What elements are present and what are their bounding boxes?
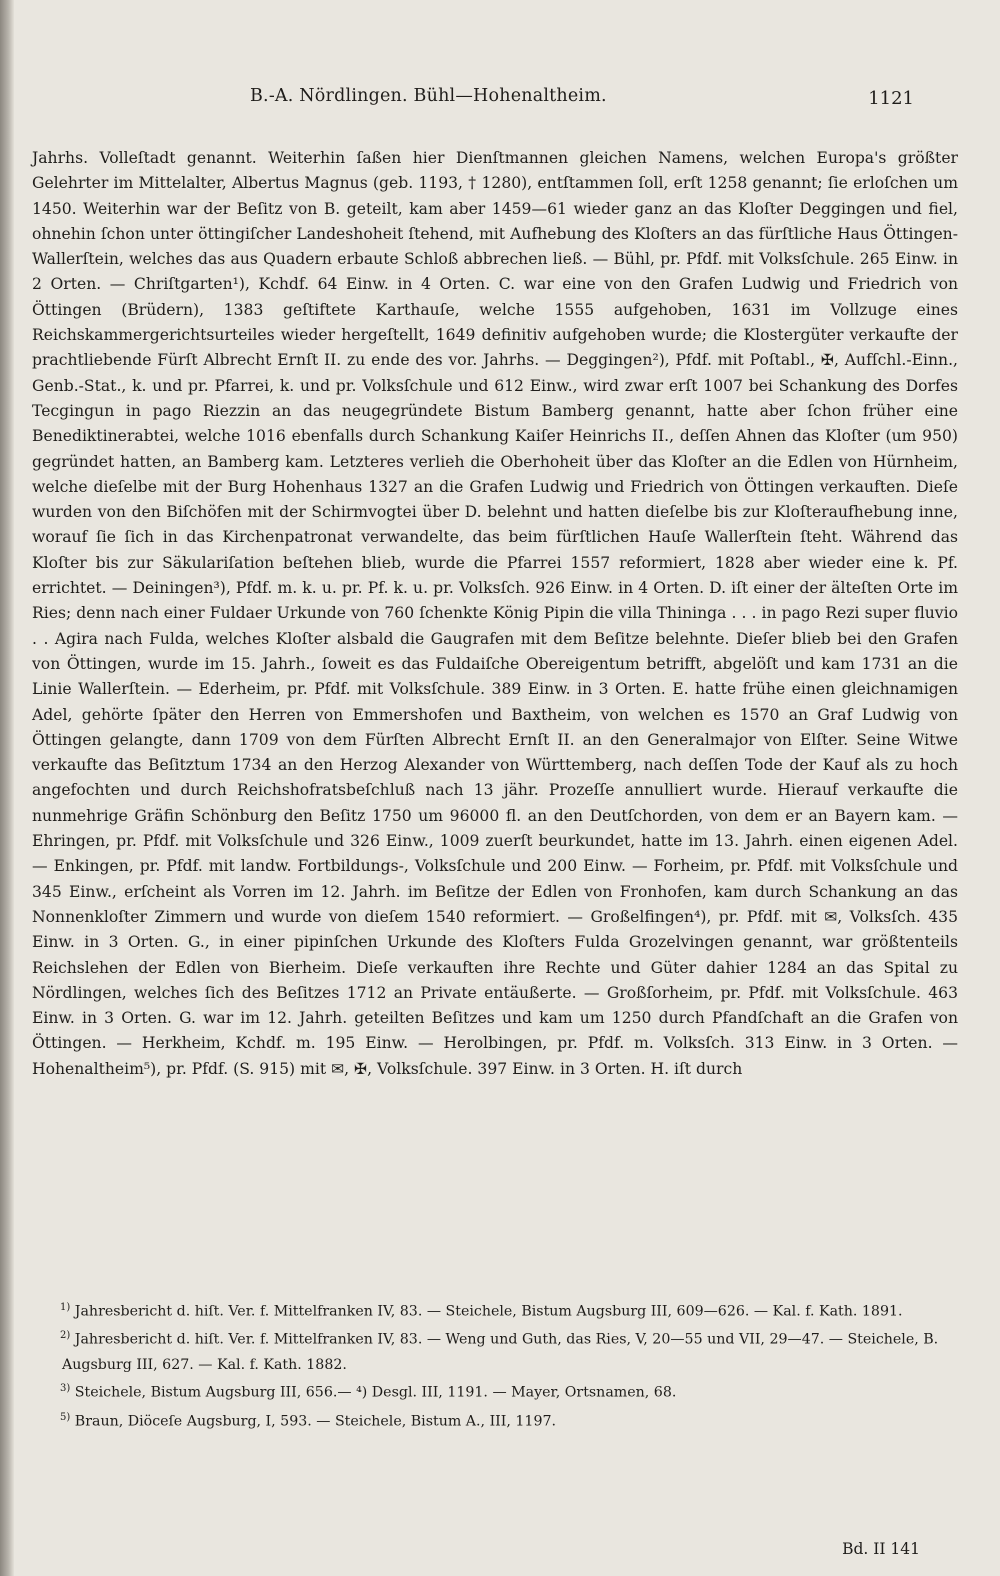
footnote-2 — [32, 1324, 958, 1377]
body-paragraph: Jahrhs. Volleſtadt genannt. Weiterhin ſaßen hier Dienſtmannen gleichen Namens, welchen Europa's größter Gelehrter im Mittelalter, Albertus Magnus (geb. 1193, † 1280), entſtammen ſoll, erſt 1258 genannt; ſie erloſchen um 1450. Weiterhin war der Beſitz von B. geteilt, kam aber 1459—61 wieder ganz an das Kloſter Deggingen und fiel, ohnehin ſchon unter öttingiſcher Landeshoheit ſtehend, mit Aufhebung des Kloſters an das fürſtliche Haus Öttingen-Wallerſtein, welches das aus Quadern erbaute Schloß abbrechen ließ. — Bühl, pr. Pfdf. mit Volksſchule. 265 Einw. in 2 Orten. — Chriſtgarten¹), Kchdf. 64 Einw. in 4 Orten. C. war eine von den Grafen Ludwig und Friedrich von Öttingen (Brüdern), 1383 geſtiftete Karthauſe, welche 1555 aufgehoben, 1631 im Vollzuge eines Reichskammergerichtsurteiles wieder hergeſtellt, 1649 definitiv aufgehoben wurde; die Klostergüter verkaufte der prachtliebende Fürſt Albrecht Ernſt II. zu ende des vor. Jahrhs. — Deggingen²), Pfdf. mit Poſtabl., ✠, Aufſchl.-Einn., Genb.-Stat., k. und pr. Pfarrei, k. und pr. Volksſchule und 612 Einw., wird zwar erſt 1007 bei Schankung des Dorfes Tecgingun in pago Riezzin an das neugegründete Bistum Bamberg genannt, hatte aber ſchon früher eine Benediktinerabtei, welche 1016 ebenfalls durch Schankung Kaiſer Heinrichs II., deſſen Ahnen das Kloſter (um 950) gegründet hatten, an Bamberg kam. Letzteres verlieh die Oberhoheit über das Kloſter an die Edlen von Hürnheim, welche dieſelbe mit der Burg Hohenhaus 1327 an die Grafen Ludwig und Friedrich von Öttingen verkauften. Dieſe wurden von den Biſchöfen mit der Schirmvogtei über D. belehnt und hatten dieſelbe bis zur Kloſteraufhebung inne, worauf ſie ſich in das Kirchenpatronat verwandelte, das beim fürſtlichen Hauſe Wallerſtein ſteht. Während das Kloſter bis zur Säkulariſation beſtehen blieb, wurde die Pfarrei 1557 reformiert, 1828 aber wieder eine k. Pf. errichtet. — Deiningen³), Pfdf. m. k. u. pr. Pf. k. u. pr. Volksſch. 926 Einw. in 4 Orten. D. iſt einer der älteſten Orte im Ries; denn nach einer Fuldaer Urkunde von 760 ſchenkte König Pipin die villa Thininga . . . in pago Rezi super fluvio . . Agira nach Fulda, welches Kloſter alsbald die Gaugrafen mit dem Beſitze belehnte. Dieſer blieb bei den Grafen von Öttingen, wurde im 15. Jahrh., ſoweit es das Fuldaiſche Obereigentum betrifft, abgelöſt und kam 1731 an die Linie Wallerſtein. — Ederheim, pr. Pfdf. mit Volksſchule. 389 Einw. in 3 Orten. E. hatte frühe einen gleichnamigen Adel, gehörte ſpäter den Herren von Emmershofen und Baxtheim, von welchen es 1570 an Graf Ludwig von Öttingen gelangte, dann 1709 von dem Fürſten Albrecht Ernſt II. an den Generalmajor von Elſter. Seine Witwe verkaufte das Beſitztum 1734 an den Herzog Alexander von Württemberg, nach deſſen Tode der Kauf als zu hoch angefochten und durch Reichshofratsbeſchluß nach 13 jähr. Prozeſſe annulliert wurde. Hierauf verkaufte die nunmehrige Gräfin Schönburg den Beſitz 1750 um 96000 fl. an den Deutſchorden, von dem er an Bayern kam. — Ehringen, pr. Pfdf. mit Volksſchule und 326 Einw., 1009 zuerſt beurkundet, hatte im 13. Jahrh. einen eigenen Adel. — Enkingen, pr. Pfdf. mit landw. Fortbildungs-, Volksſchule und 200 Einw. — Forheim, pr. Pfdf. mit Volksſchule und 345 Einw., erſcheint als Vorren im 12. Jahrh. im Beſitze der Edlen von Fronhofen, kam durch Schankung an das Nonnenkloſter Zimmern und wurde von dieſem 1540 reformiert. — Großelfingen⁴), pr. Pfdf. mit ✉, Volksſch. 435 Einw. in 3 Orten. G., in einer pipinſchen Urkunde des Kloſters Fulda Grozelvingen genannt, war größtenteils Reichslehen der Edlen von Bierheim. Dieſe verkauften ihre Rechte und Güter dahier 1284 an das Spital zu Nördlingen, welches ſich des Beſitzes 1712 an Private entäußerte. — Großſorheim, pr. Pfdf. mit Volksſchule. 463 Einw. in 3 Orten. G. war im 12. Jahrh. geteilten Beſitzes und kam um 1250 durch Pfandſchaft an die Grafen von Öttingen. — Herkheim, Kchdf. m. 195 Einw. — Herolbingen, pr. Pfdf. m. Volksſch. 313 Einw. in 3 Orten. — Hohenaltheim⁵), pr. Pfdf. (S. 915) mit ✉, ✠, Volksſchule. 397 Einw. in 3 Orten. H. iſt durch — [32, 149, 958, 1078]
footnotes — [32, 1296, 958, 1434]
footnote-text: Braun, Diöceſe Augsburg, I, 593. — Steichele, Bistum A., III, 1197. — [74, 1413, 557, 1430]
footnote-mark: 3) — [60, 1383, 71, 1395]
footnote-mark: 1) — [60, 1302, 71, 1313]
page-number: 1121 — [868, 88, 914, 109]
footnote-text: Jahresbericht d. hiſt. Ver. f. Mittelfranken IV, 83. — Weng und Guth, das Ries, V, 20—55 und VII, 29—47. — Steichele, B. Augsburg III, 627. — Kal. f. Kath. 1882. — [62, 1332, 939, 1373]
footnote-mark: 2) — [60, 1330, 71, 1342]
footnote-5 — [32, 1406, 958, 1434]
footnote-3 — [32, 1377, 958, 1405]
footnote-1 — [32, 1296, 958, 1324]
footnote-mark: 5) — [60, 1411, 71, 1423]
footnote-text: Steichele, Bistum Augsburg III, 656.— ⁴) Desgl. III, 1191. — Mayer, Ortsnamen, 68. — [74, 1384, 677, 1401]
book-spine-shadow — [0, 0, 14, 1576]
footnote-text: Jahresbericht d. hiſt. Ver. f. Mittelfranken IV, 83. — Steichele, Bistum Augsburg III, 609—626. — Kal. f. Kath. 1891. — [74, 1303, 903, 1320]
running-head: B.-A. Nördlingen. Bühl—Hohenaltheim. — [250, 86, 607, 106]
body-text — [32, 146, 958, 1082]
printer-signature: Bd. II 141 — [842, 1540, 920, 1558]
